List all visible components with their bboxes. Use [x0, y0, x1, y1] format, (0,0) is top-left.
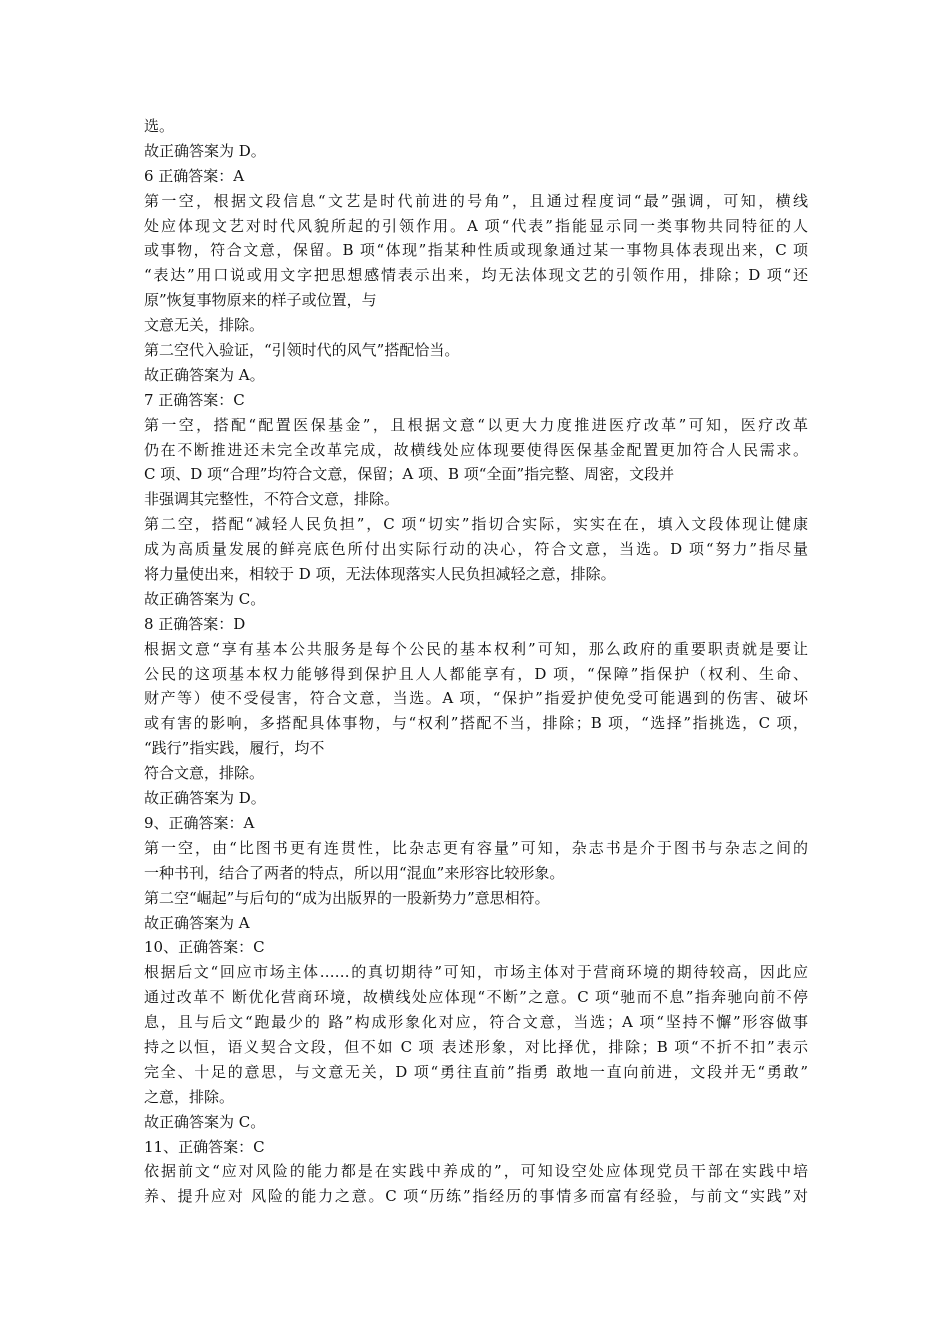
text-line: 根据后文“回应市场主体……的真切期待”可知，市场主体对于营商环境的期待较高，因此应: [144, 963, 808, 982]
text-line: 根据文意“享有基本公共服务是每个公民的基本权利”可知，那么政府的重要职责就是要让: [144, 639, 808, 658]
text-line: 第二空，搭配“减轻人民负担”，C 项“切实”指切合实际，实实在在，填入文段体现让健康: [144, 515, 808, 534]
text-line: 成为高质量发展的鲜亮底色所付出实际行动的决心，符合文意，当选。D 项“努力”指尽量: [144, 540, 808, 559]
text-line: 7 正确答案：C: [144, 390, 245, 409]
text-line: 故正确答案为 D。: [144, 789, 266, 808]
text-line: 故正确答案为 C。: [144, 1112, 266, 1131]
text-line: 原”恢复事物原来的样子或位置，与: [144, 291, 377, 310]
text-line: 第二空“崛起”与后句的“成为出版界的一股新势力”意思相符。: [144, 888, 550, 907]
text-line: 将力量使出来，相较于 D 项，无法体现落实人民负担减轻之意，排除。: [144, 565, 616, 584]
text-line: 财产等）使不受侵害，符合文意，当选。A 项，“保护”指爱护使免受可能遇到的伤害、破坏: [144, 689, 808, 708]
text-line: 10、正确答案：C: [144, 938, 265, 957]
text-line: 故正确答案为 A: [144, 913, 250, 932]
text-line: 符合文意，排除。: [144, 764, 265, 783]
text-line: 6 正确答案：A: [144, 166, 245, 185]
text-line: 完全、十足的意思，与文意无关，D 项“勇往直前”指勇 敢地一直向前进，文段并无“勇敢”: [144, 1062, 808, 1081]
text-line: 9、正确答案：A: [144, 813, 255, 832]
text-line: “践行”指实践，履行，均不: [144, 739, 325, 758]
text-line: “表达”用口说或用文字把思想感情表示出来，均无法体现文艺的引领作用，排除；D 项“还: [144, 266, 808, 285]
text-line: 持之以恒，语义契合文段，但不如 C 项 表述形象，对比择优，排除；B 项“不折不扣”表示: [144, 1037, 808, 1056]
text-line: 或事物，符合文意，保留。B 项“体现”指某种性质或现象通过某一事物具体表现出来，C 项: [144, 241, 808, 260]
text-line: 第二空代入验证，“引领时代的风气”搭配恰当。: [144, 341, 460, 360]
text-line: 一种书刊，结合了两者的特点，所以用“混血”来形容比较形象。: [144, 863, 565, 882]
text-line: 第一空，由“比图书更有连贯性，比杂志更有容量”可知，杂志书是介于图书与杂志之间的: [144, 838, 808, 857]
text-line: 8 正确答案：D: [144, 614, 246, 633]
text-line: 第一空，搭配“配置医保基金”，且根据文意“以更大力度推进医疗改革”可知，医疗改革: [144, 415, 808, 434]
text-line: 第一空，根据文段信息“文艺是时代前进的号角”，且通过程度词“最”强调，可知，横线: [144, 191, 808, 210]
text-line: C 项、D 项“合理”均符合文意，保留；A 项、B 项“全面”指完整、周密，文段并: [144, 465, 675, 484]
text-line: 处应体现文艺对时代风貌所起的引领作用。A 项“代表”指能显示同一类事物共同特征的人: [144, 216, 808, 235]
text-line: 公民的这项基本权力能够得到保护且人人都能享有，D 项，“保障”指保护（权利、生命、: [144, 664, 808, 683]
document-page: [144, 114, 808, 1209]
text-line: 之意，排除。: [144, 1087, 235, 1106]
text-line: 依据前文“应对风险的能力都是在实践中养成的”，可知设空处应体现党员干部在实践中培: [144, 1162, 808, 1181]
text-line: 或有害的影响，多搭配具体事物，与“权利”搭配不当，排除；B 项，“选择”指挑选，C 项，: [144, 714, 808, 733]
text-line: 故正确答案为 A。: [144, 365, 265, 384]
text-line: 息，且与后文“跑最少的 路”构成形象化对应，符合文意，当选；A 项“坚持不懈”形容做事: [144, 1013, 808, 1032]
text-line: 非强调其完整性，不符合文意，排除。: [144, 490, 400, 509]
text-line: 11、正确答案：C: [144, 1137, 265, 1156]
text-line: 通过改革不 断优化营商环境，故横线处应体现“不断”之意。C 项“驰而不息”指奔驰向前不停: [144, 988, 808, 1007]
text-line: 文意无关，排除。: [144, 316, 265, 335]
text-line: 养、提升应对 风险的能力之意。C 项“历练”指经历的事情多而富有经验，与前文“实践”对: [144, 1187, 808, 1206]
text-line: 仍在不断推进还未完全改革完成，故横线处应体现要使得医保基金配置更加符合人民需求。: [144, 440, 808, 459]
text-line: 故正确答案为 C。: [144, 589, 266, 608]
text-line: 选。: [144, 117, 175, 135]
text-line: 故正确答案为 D。: [144, 141, 266, 160]
